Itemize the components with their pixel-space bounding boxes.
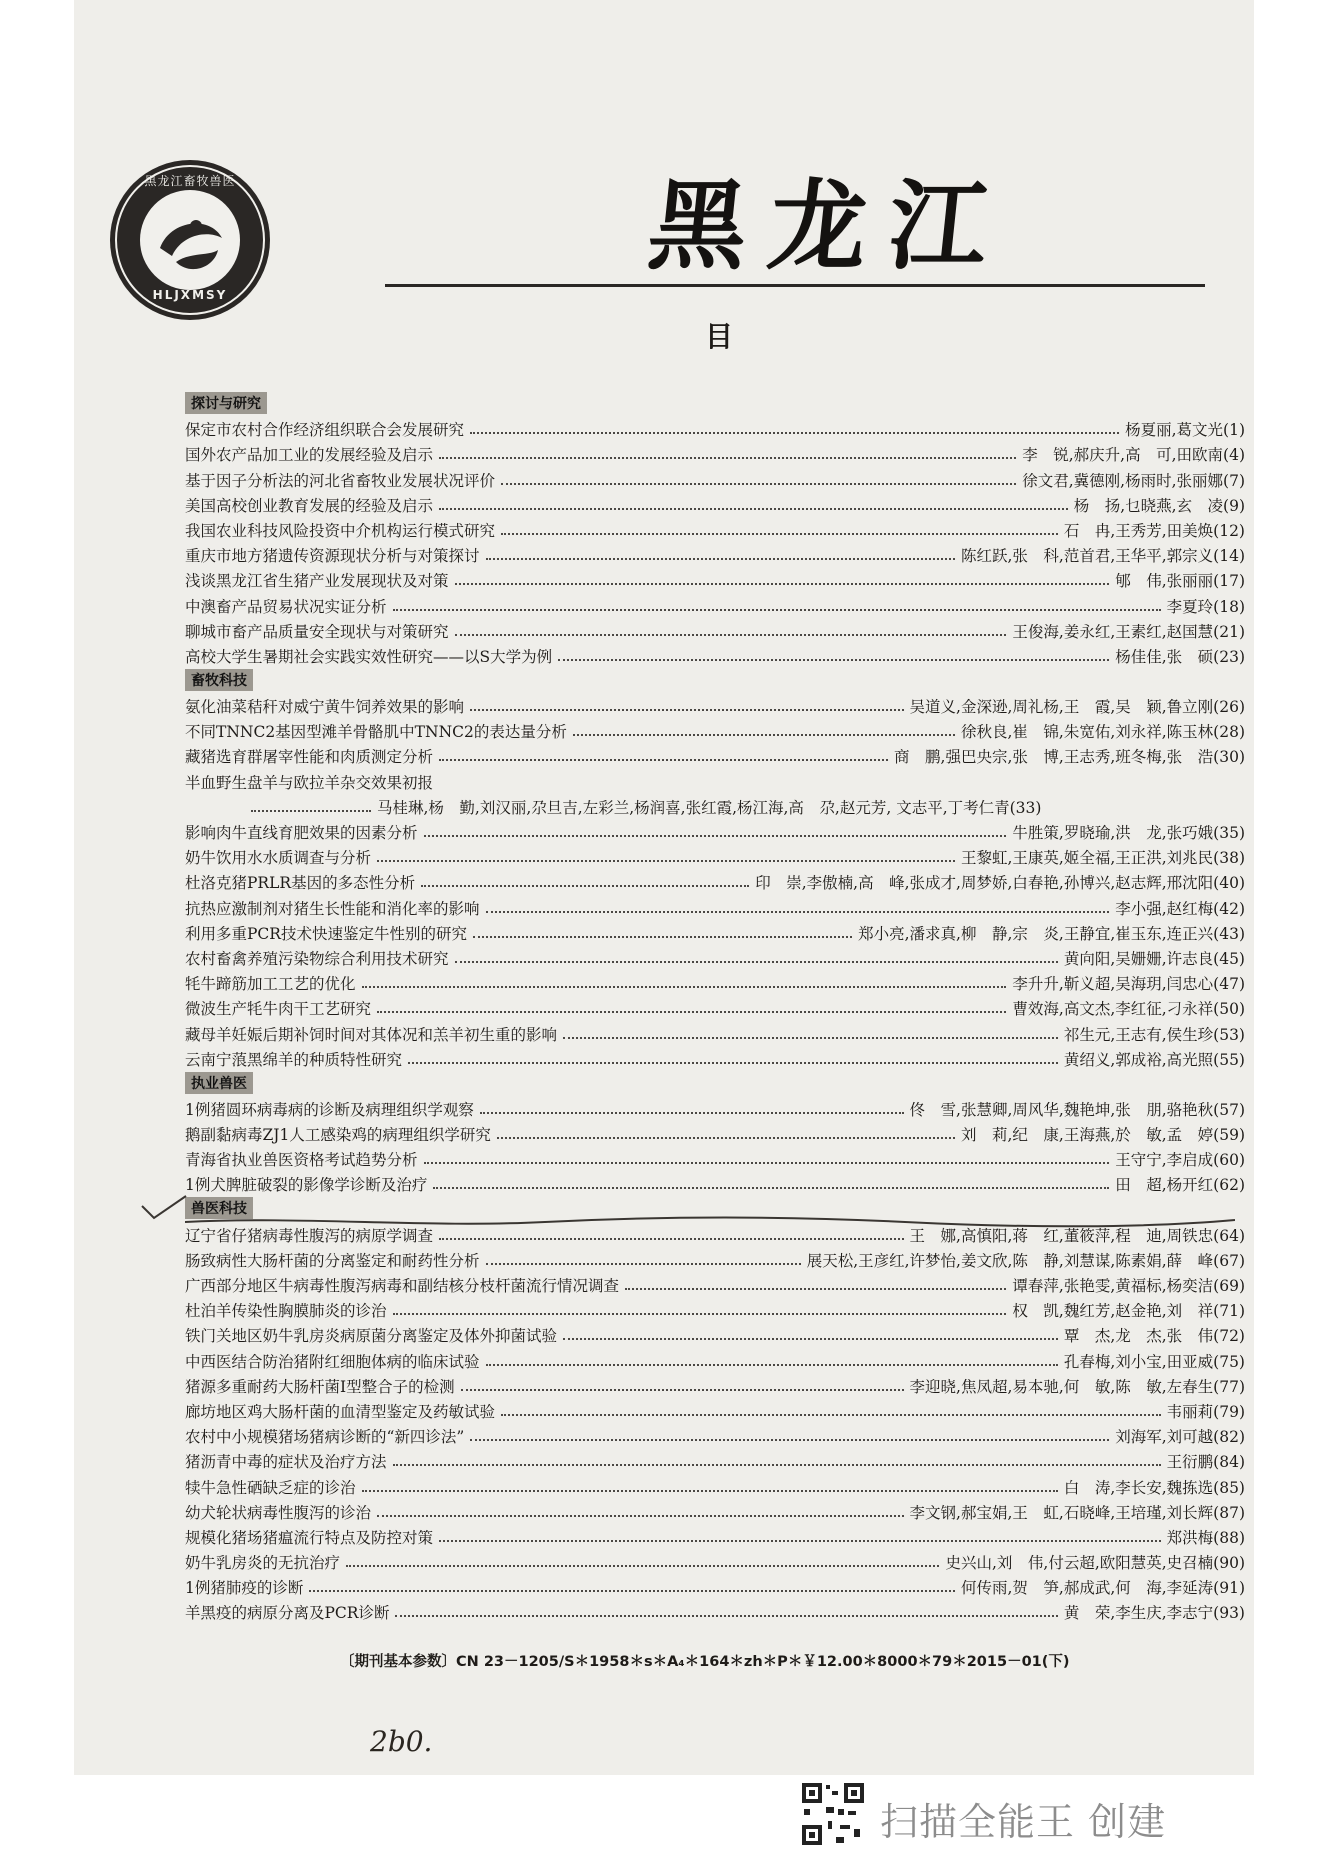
- toc-entry: [185, 541, 1245, 566]
- article-title: 聊城市畜产品质量安全现状与对策研究: [185, 622, 449, 641]
- article-title: 幼犬轮状病毒性腹泻的诊治: [185, 1503, 372, 1522]
- article-authors: 刘 莉,纪 康,王海燕,於 敏,孟 婷(59): [960, 1126, 1245, 1145]
- article-title: 农村中小规模猪场猪病诊断的“新四诊法”: [185, 1428, 465, 1447]
- toc-entry: [185, 717, 1245, 742]
- article-title: 廊坊地区鸡大肠杆菌的血清型鉴定及药敏试验: [185, 1402, 496, 1421]
- article-authors: 王衍鹏(84): [1166, 1453, 1245, 1472]
- article-title: 规模化猪场猪瘟流行特点及防控对策: [185, 1528, 434, 1547]
- article-authors: 李迎晓,焦凤超,易本驰,何 敏,陈 敏,左春生(77): [909, 1377, 1245, 1396]
- watermark-text: 扫描全能王 创建: [880, 1800, 1167, 1844]
- dot-leader: [455, 634, 1007, 636]
- toc-entry: [185, 868, 1245, 893]
- toc-entry: [185, 692, 1245, 717]
- article-title: 藏猪选育群屠宰性能和肉质测定分析: [185, 748, 434, 767]
- toc-entry: [185, 1045, 1245, 1070]
- section-heading: 执业兽医: [185, 1072, 253, 1094]
- dot-leader: [470, 432, 1119, 434]
- toc-entry: [185, 1472, 1245, 1497]
- article-authors: 王 娜,高慎阳,蒋 红,董筱萍,程 迪,周铁忠(64): [909, 1226, 1245, 1245]
- article-title: 国外农产品加工业的发展经验及启示: [185, 446, 434, 465]
- article-title: 牦牛蹄筋加工工艺的优化: [185, 975, 356, 994]
- article-title: 铁门关地区奶牛乳房炎病原菌分离鉴定及体外抑菌试验: [185, 1327, 558, 1346]
- article-title: 肠致病性大肠杆菌的分离鉴定和耐药性分析: [185, 1251, 480, 1270]
- toc-entry: [185, 617, 1245, 642]
- article-authors: 吴道义,金深逊,周礼杨,王 霞,吴 颖,鲁立刚(26): [909, 698, 1245, 717]
- article-title: 广西部分地区牛病毒性腹泻病毒和副结核分枝杆菌流行情况调查: [185, 1277, 620, 1295]
- article-title: 中澳畜产品贸易状况实证分析: [185, 597, 387, 616]
- toc-entry: [185, 1095, 1245, 1120]
- dot-leader: [473, 936, 852, 938]
- dot-leader: [377, 860, 955, 862]
- article-title: 杜洛克猪PRLR基因的多态性分析: [185, 874, 416, 893]
- toc-entry: [185, 566, 1245, 591]
- toc-entry: [185, 491, 1245, 516]
- toc-entry: [185, 1321, 1245, 1346]
- toc-entry: [185, 1548, 1245, 1573]
- dot-leader: [501, 483, 1016, 485]
- toc-entry: [185, 1498, 1245, 1523]
- article-authors: 权 凯,魏红芳,赵金艳,刘 祥(71): [1012, 1302, 1245, 1321]
- article-authors: 祁生元,王志有,侯生珍(53): [1063, 1025, 1245, 1044]
- toc-entry: [185, 944, 1245, 969]
- article-title: 不同TNNC2基因型滩羊骨骼肌中TNNC2的表达量分析: [185, 723, 567, 742]
- dot-leader: [563, 1037, 1058, 1039]
- dot-leader: [377, 1515, 904, 1517]
- toc-entry: [185, 994, 1245, 1019]
- article-title: 猪沥青中毒的症状及治疗方法: [185, 1453, 387, 1472]
- dot-leader: [480, 1112, 904, 1114]
- article-title: 云南宁蒗黑绵羊的种质特性研究: [185, 1050, 403, 1069]
- article-authors: 田 超,杨开红(62): [1115, 1176, 1245, 1195]
- journal-parameters: 〔期刊基本参数〕CN 23－1205/S＊1958＊s＊A₄＊164＊zh＊P＊￥12.00＊8000＊79＊2015－01(下): [340, 1654, 1070, 1670]
- scanner-watermark: [800, 1781, 1220, 1847]
- article-authors: 陈红跃,张 科,范首君,王华平,郭宗义(14): [960, 547, 1245, 566]
- logo-latin-text: HLJXMSY: [152, 288, 228, 302]
- article-title: 微波生产牦牛肉干工艺研究: [185, 1000, 372, 1019]
- toc-entry: [185, 591, 1245, 616]
- toc-entry: [185, 1598, 1245, 1623]
- dot-leader: [497, 1137, 955, 1139]
- dot-leader: [461, 1389, 904, 1391]
- toc-entry: [185, 1170, 1245, 1195]
- article-authors: 谭春萍,张艳雯,黄福标,杨奕洁(69): [1012, 1277, 1245, 1295]
- qr-code-icon: [800, 1781, 866, 1847]
- dot-leader: [395, 1615, 1057, 1617]
- article-title: 1例猪圆环病毒病的诊断及病理组织学观察: [185, 1100, 474, 1119]
- article-title: 保定市农村合作经济组织联合会发展研究: [185, 421, 465, 440]
- toc-entry: [185, 465, 1245, 490]
- dot-leader: [439, 1238, 904, 1240]
- toc-entry: [185, 1372, 1245, 1397]
- dot-leader: [439, 1540, 1161, 1542]
- dot-leader: [563, 1338, 1058, 1340]
- article-authors: 徐秋良,崔 锦,朱宽佑,刘永祥,陈玉林(28): [960, 723, 1245, 742]
- dot-leader: [573, 734, 955, 736]
- dot-leader: [625, 1288, 1006, 1290]
- toc-entry: [185, 818, 1245, 843]
- toc-entry: [185, 642, 1245, 667]
- dot-leader: [377, 1011, 1006, 1013]
- dot-leader: [424, 1162, 1110, 1164]
- article-title: 浅谈黑龙江省生猪产业发展现状及对策: [185, 572, 449, 591]
- toc-entry: [185, 843, 1245, 868]
- article-title: 我国农业科技风险投资中介机构运行模式研究: [185, 521, 496, 540]
- dot-leader: [558, 659, 1109, 661]
- article-title: 藏母羊妊娠后期补饲时间对其体况和羔羊初生重的影响: [185, 1025, 558, 1044]
- article-title: 重庆市地方猪遗传资源现状分析与对策探讨: [185, 547, 480, 566]
- article-title: 抗热应激制剂对猪生长性能和消化率的影响: [185, 899, 480, 918]
- toc-entry: [185, 1271, 1245, 1296]
- handwritten-note: 2b0.: [370, 1725, 433, 1758]
- dot-leader: [455, 583, 1110, 585]
- title-rule: [385, 284, 1205, 287]
- toc-entry: [185, 1296, 1245, 1321]
- toc-heading: 目: [705, 320, 734, 353]
- article-authors: 展天松,王彦红,许梦怡,姜文欣,陈 静,刘慧谋,陈素娟,薛 峰(67): [806, 1251, 1245, 1270]
- article-authors: 李升升,靳义超,吴海玥,闫忠心(47): [1012, 975, 1245, 994]
- dot-leader: [251, 810, 371, 812]
- toc-entry: [185, 1523, 1245, 1548]
- toc-entry: [185, 1397, 1245, 1422]
- dot-leader: [393, 609, 1161, 611]
- section-heading: 探讨与研究: [185, 392, 267, 414]
- article-title: 猪源多重耐药大肠杆菌Ⅰ型整合子的检测: [185, 1377, 455, 1396]
- dot-leader: [455, 961, 1058, 963]
- article-title: 辽宁省仔猪病毒性腹泻的病原学调查: [185, 1226, 434, 1245]
- journal-title: 黑龙江: [643, 169, 1016, 284]
- dot-leader: [486, 1263, 801, 1265]
- toc-entry-continued: [185, 793, 1245, 818]
- article-title: 基于因子分析法的河北省畜牧业发展状况评价: [185, 471, 496, 490]
- article-title: 羊黑疫的病原分离及PCR诊断: [185, 1604, 390, 1623]
- article-authors: 王黎虹,王康英,姬全福,王正洪,刘兆民(38): [960, 849, 1245, 868]
- article-title: 1例犬脾脏破裂的影像学诊断及治疗: [185, 1176, 428, 1195]
- article-title: 利用多重PCR技术快速鉴定牛性别的研究: [185, 924, 467, 943]
- article-title: 奶牛乳房炎的无抗治疗: [185, 1554, 341, 1573]
- article-authors: 商 鹏,强巴央宗,张 博,王志秀,班冬梅,张 浩(30): [894, 748, 1245, 767]
- handwritten-check-icon: [140, 1194, 188, 1222]
- dot-leader: [470, 1439, 1109, 1441]
- toc-entry: [185, 893, 1245, 918]
- article-authors: 李 锐,郝庆升,高 可,田欧南(4): [1022, 446, 1245, 465]
- dot-leader: [362, 986, 1007, 988]
- toc-entry: [185, 516, 1245, 541]
- article-title: 杜泊羊传染性胸膜肺炎的诊治: [185, 1302, 387, 1321]
- toc-entry: [185, 1145, 1245, 1170]
- dot-leader: [439, 457, 1016, 459]
- article-title: 高校大学生暑期社会实践实效性研究——以S大学为例: [185, 647, 553, 666]
- article-title: 奶牛饮用水水质调查与分析: [185, 849, 372, 868]
- article-title: 1例猪肺疫的诊断: [185, 1579, 304, 1598]
- toc-entry: [185, 1346, 1245, 1371]
- toc-entry: [185, 1573, 1245, 1598]
- article-authors: 徐文君,冀德刚,杨雨时,张丽娜(7): [1022, 471, 1245, 490]
- dot-leader: [470, 709, 904, 711]
- dot-leader: [393, 1464, 1161, 1466]
- dot-leader: [408, 1062, 1058, 1064]
- section-heading: 畜牧科技: [185, 669, 253, 691]
- toc-entry: [185, 919, 1245, 944]
- dot-leader: [486, 911, 1110, 913]
- section-heading: 兽医科技: [185, 1197, 253, 1219]
- article-authors: 黄 荣,李生庆,李志宁(93): [1063, 1604, 1245, 1623]
- dot-leader: [439, 508, 1068, 510]
- article-authors: 牛胜策,罗晓瑜,洪 龙,张巧娥(35): [1012, 824, 1245, 842]
- toc-entry: [185, 969, 1245, 994]
- toc-entry: [185, 1246, 1245, 1271]
- article-title: 鹅副黏病毒ZJ1人工感染鸡的病理组织学研究: [185, 1126, 491, 1145]
- dot-leader: [393, 1313, 1007, 1315]
- journal-logo: [110, 160, 270, 320]
- article-authors: 何传雨,贺 笋,郝成武,何 海,李延涛(91): [960, 1579, 1245, 1598]
- article-authors: 黄向阳,吴姗姗,许志良(45): [1063, 949, 1245, 968]
- article-authors: 佟 雪,张慧卿,周风华,魏艳坤,张 朋,骆艳秋(57): [909, 1100, 1245, 1119]
- article-authors: 韦丽莉(79): [1166, 1402, 1245, 1421]
- article-authors: 石 冉,王秀芳,田美焕(12): [1063, 521, 1245, 540]
- dot-leader: [362, 1490, 1058, 1492]
- article-authors: 郇 伟,张丽丽(17): [1115, 572, 1245, 591]
- article-title: 影响肉牛直线育肥效果的因素分析: [185, 824, 418, 842]
- article-authors: 郑小亮,潘求真,柳 静,宗 炎,王静宜,崔玉东,连正兴(43): [858, 924, 1245, 943]
- article-authors: 杨佳佳,张 硕(23): [1115, 647, 1245, 666]
- article-authors: 李文钢,郝宝娟,王 虹,石晓峰,王培瑾,刘长辉(87): [909, 1503, 1245, 1522]
- article-authors: 李小强,赵红梅(42): [1115, 899, 1245, 918]
- article-title: 氨化油菜秸秆对威宁黄牛饲养效果的影响: [185, 698, 465, 717]
- article-title: 犊牛急性硒缺乏症的诊治: [185, 1478, 356, 1497]
- article-authors: 覃 杰,龙 杰,张 伟(72): [1063, 1327, 1245, 1346]
- dot-leader: [486, 558, 955, 560]
- dot-leader: [309, 1590, 955, 1592]
- dot-leader: [346, 1565, 939, 1567]
- article-authors: 马桂琳,杨 勤,刘汉丽,尕旦吉,左彩兰,杨润喜,张红霞,杨江海,高 尕,赵元芳, 文志平,丁考仁青(33): [377, 798, 1042, 817]
- article-authors: 史兴山,刘 伟,付云超,欧阳慧英,史召楠(90): [945, 1554, 1245, 1573]
- toc-entry: [185, 440, 1245, 465]
- article-authors: 王守宁,李启成(60): [1115, 1151, 1245, 1170]
- article-authors: 黄绍义,郭成裕,高光照(55): [1063, 1050, 1245, 1069]
- table-of-contents: [185, 390, 1245, 1623]
- toc-entry: [185, 742, 1245, 767]
- article-authors: 李夏玲(18): [1166, 597, 1245, 616]
- article-authors: 刘海军,刘可越(82): [1115, 1428, 1245, 1447]
- dot-leader: [501, 533, 1058, 535]
- logo-ring-text: 黑龙江畜牧兽医: [144, 174, 236, 188]
- article-title: 中西医结合防治猪附红细胞体病的临床试验: [185, 1352, 480, 1371]
- dot-leader: [433, 1187, 1109, 1189]
- dot-leader: [486, 1364, 1058, 1366]
- article-authors: 曹效海,高文杰,李红征,刁永祥(50): [1012, 1000, 1245, 1019]
- toc-entry: [185, 1422, 1245, 1447]
- article-authors: 白 涛,李长安,魏拣选(85): [1063, 1478, 1245, 1497]
- toc-entry: [185, 415, 1245, 440]
- handwritten-underline: [185, 1212, 1235, 1232]
- article-authors: 王俊海,姜永红,王素红,赵国慧(21): [1012, 622, 1245, 641]
- toc-entry: [185, 1447, 1245, 1472]
- toc-entry: [185, 1019, 1245, 1044]
- article-authors: 杨夏丽,葛文光(1): [1125, 421, 1245, 440]
- dot-leader: [501, 1414, 1161, 1416]
- dot-leader: [424, 835, 1007, 837]
- article-authors: 印 崇,李傲楠,高 峰,张成才,周梦娇,白春艳,孙博兴,赵志辉,邢沈阳(40): [755, 874, 1245, 893]
- article-title: 半血野生盘羊与欧拉羊杂交效果初报: [185, 773, 434, 792]
- article-title: 美国高校创业教育发展的经验及启示: [185, 496, 434, 515]
- article-title: 农村畜禽养殖污染物综合利用技术研究: [185, 949, 449, 968]
- toc-entry: [185, 767, 1245, 792]
- dot-leader: [421, 885, 749, 887]
- article-authors: 郑洪梅(88): [1166, 1528, 1245, 1547]
- toc-entry: [185, 1120, 1245, 1145]
- dot-leader: [439, 759, 888, 761]
- article-authors: 孔春梅,刘小宝,田亚威(75): [1063, 1352, 1245, 1371]
- article-title: 青海省执业兽医资格考试趋势分析: [185, 1151, 418, 1170]
- article-authors: 杨 扬,乜晓燕,玄 凌(9): [1073, 496, 1245, 515]
